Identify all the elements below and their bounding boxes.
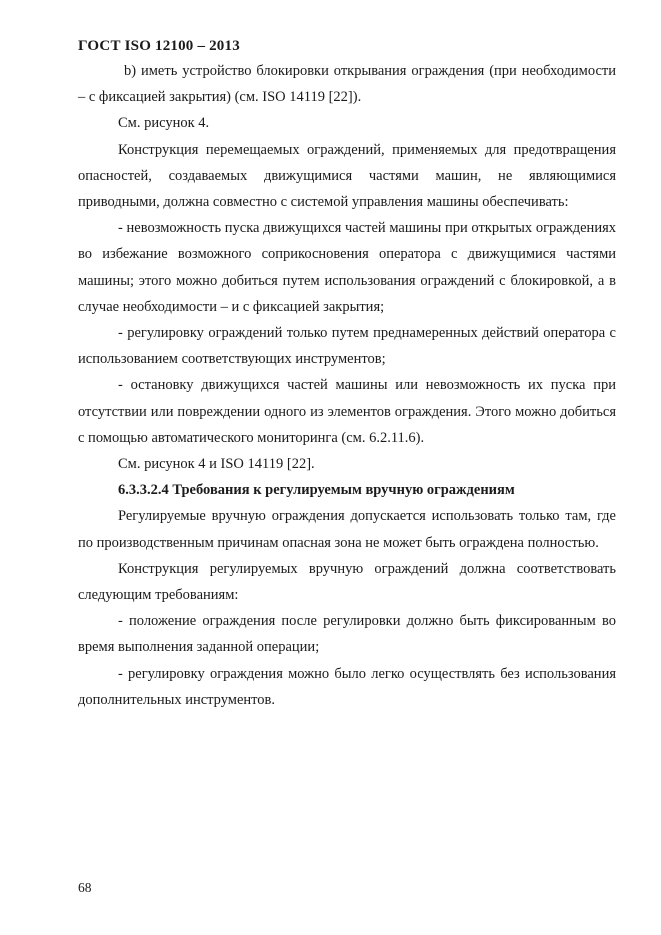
section-heading: 6.3.3.2.4 Требования к регулируемым вручную ограждениям xyxy=(118,482,515,499)
document-body xyxy=(78,58,616,713)
paragraph: Конструкция перемещаемых ограждений, применяемых для предотвращения опасностей, создаваемых движущимися частями машин, не являющимися приводными, должна совместно с системой управления машины обеспечивать: xyxy=(78,141,616,211)
paragraph: Конструкция регулируемых вручную ограждений должна соответствовать следующим требованиям: xyxy=(78,560,616,604)
list-item: - положение ограждения после регулировки должно быть фиксированным во время выполнения заданной операции; xyxy=(78,613,616,656)
list-item: - остановку движущихся частей машины или невозможность их пуска при отсутствии или повреждении одного из элементов ограждения. Этого можно добиться с помощью автоматического мониторинга (см. 6.2.11.6). xyxy=(78,377,616,446)
list-item: - регулировку ограждений только путем преднамеренных действий оператора с использованием соответствующих инструментов; xyxy=(78,325,616,368)
figure-reference: См. рисунок 4 и ISO 14119 [22]. xyxy=(118,456,315,473)
document-header: ГОСТ ISO 12100 – 2013 xyxy=(78,38,240,54)
list-item-b: b) иметь устройство блокировки открывания ограждения (при необходимости – с фиксацией закрытия) (см. ISO 14119 [22]). xyxy=(78,63,616,106)
list-item: - невозможность пуска движущихся частей машины при открытых ограждениях во избежание возможного соприкосновения оператора с движущимися частями машины; этого можно добиться путем использования ограждений с блокировкой, а в случае необходимости – и с фиксацией закрытия; xyxy=(78,220,616,315)
figure-reference: См. рисунок 4. xyxy=(118,115,210,132)
page-number: 68 xyxy=(78,880,92,895)
paragraph: Регулируемые вручную ограждения допускается использовать только там, где по производственным причинам опасная зона не может быть ограждена полностью. xyxy=(78,508,616,551)
list-item: - регулировку ограждения можно было легко осуществлять без использования дополнительных инструментов. xyxy=(78,665,616,708)
